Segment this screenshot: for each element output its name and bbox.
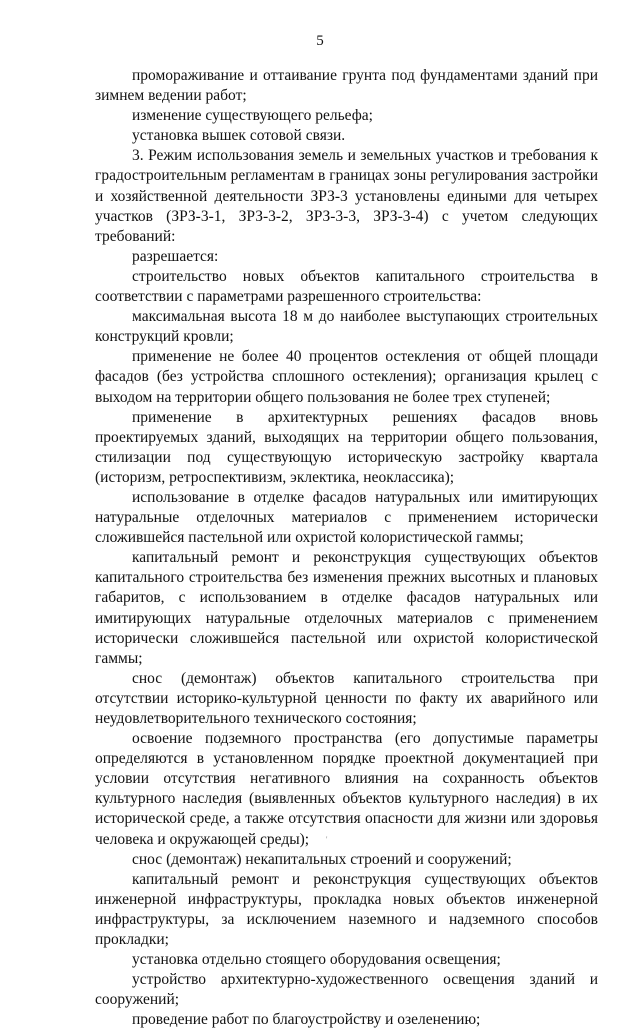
paragraph: изменение существующего рельефа; [132,107,373,125]
paragraph: снос (демонтаж) объектов капитального строительства при отсутствии историко-культурной ценности по факту их аварийного или неудовлетворительного технического состояния; [95,669,598,727]
paragraph: максимальная высота 18 м до наиболее выступающих строительных конструкций кровли; [95,308,598,346]
paragraph: применение не более 40 процентов остекления от общей площади фасадов (без устройства сплошного остекления); организация крылец с выходом на территории общего пользования не более трех ступеней; [95,348,598,406]
scan-speck: ' [326,835,328,844]
paragraph: 3. Режим использования земель и земельных участков и требования к градостроительным регламентам в границах зоны регулирования застройки и хозяйственной деятельности ЗРЗ-3 установлены едиными для четырех участков (ЗРЗ-3-1, ЗРЗ-3-2, ЗРЗ-3-3, ЗРЗ-3-4) с учетом следующих требований: [95,147,598,245]
paragraph: использование в отделке фасадов натуральных или имитирующих натуральные отделочных материалов с применением исторически сложившейся пастельной или охристой колористической гаммы; [95,488,598,547]
paragraph: проведение работ по благоустройству и озеленению; [132,1011,481,1029]
paragraph: установка вышек сотовой связи. [132,127,346,145]
paragraph: освоение подземного пространства (его допустимые параметры определяются в установленном порядке проектной документацией при условии отсутствия негативного влияния на сохранность объектов культурного наследия (выявленных объектов культурного наследия) в их исторической среде, а также отсутствия опасности для жизни или здоровья человека и окружающей среды); [95,730,598,848]
paragraph: капитальный ремонт и реконструкция существующих объектов инженерной инфраструктуры, прокладка новых объектов инженерной инфраструктуры, за исключением наземного и надземного способов прокладки; [95,870,598,949]
paragraph: снос (демонтаж) некапитальных строений и сооружений; [132,850,512,868]
paragraph: капитальный ремонт и реконструкция существующих объектов капитального строительства без изменения прежних высотных и плановых габаритов, с использованием в отделке фасадов натуральных или имитирующих натуральные отделочных материалов с применением исторически сложившейся пастельной или охристой колористической гаммы; [95,549,598,667]
paragraph: установка отдельно стоящего оборудования освещения; [132,951,501,969]
paragraph: промораживание и оттаивание грунта под фундаментами зданий при зимнем ведении работ; [95,67,598,105]
page-number: 5 [316,33,324,49]
document-body [95,66,598,1031]
paragraph: разрешается: [132,247,219,265]
paragraph: применение в архитектурных решениях фасадов вновь проектируемых зданий, выходящих на территории общего пользования, стилизации под существующую историческую застройку квартала (историзм, ретроспективизм, эклектика, неоклассика); [95,408,598,486]
paragraph: устройство архитектурно-художественного освещения зданий и сооружений; [95,971,598,1009]
paragraph: строительство новых объектов капитального строительства в соответствии с параметрами разрешенного строительства: [95,267,598,306]
